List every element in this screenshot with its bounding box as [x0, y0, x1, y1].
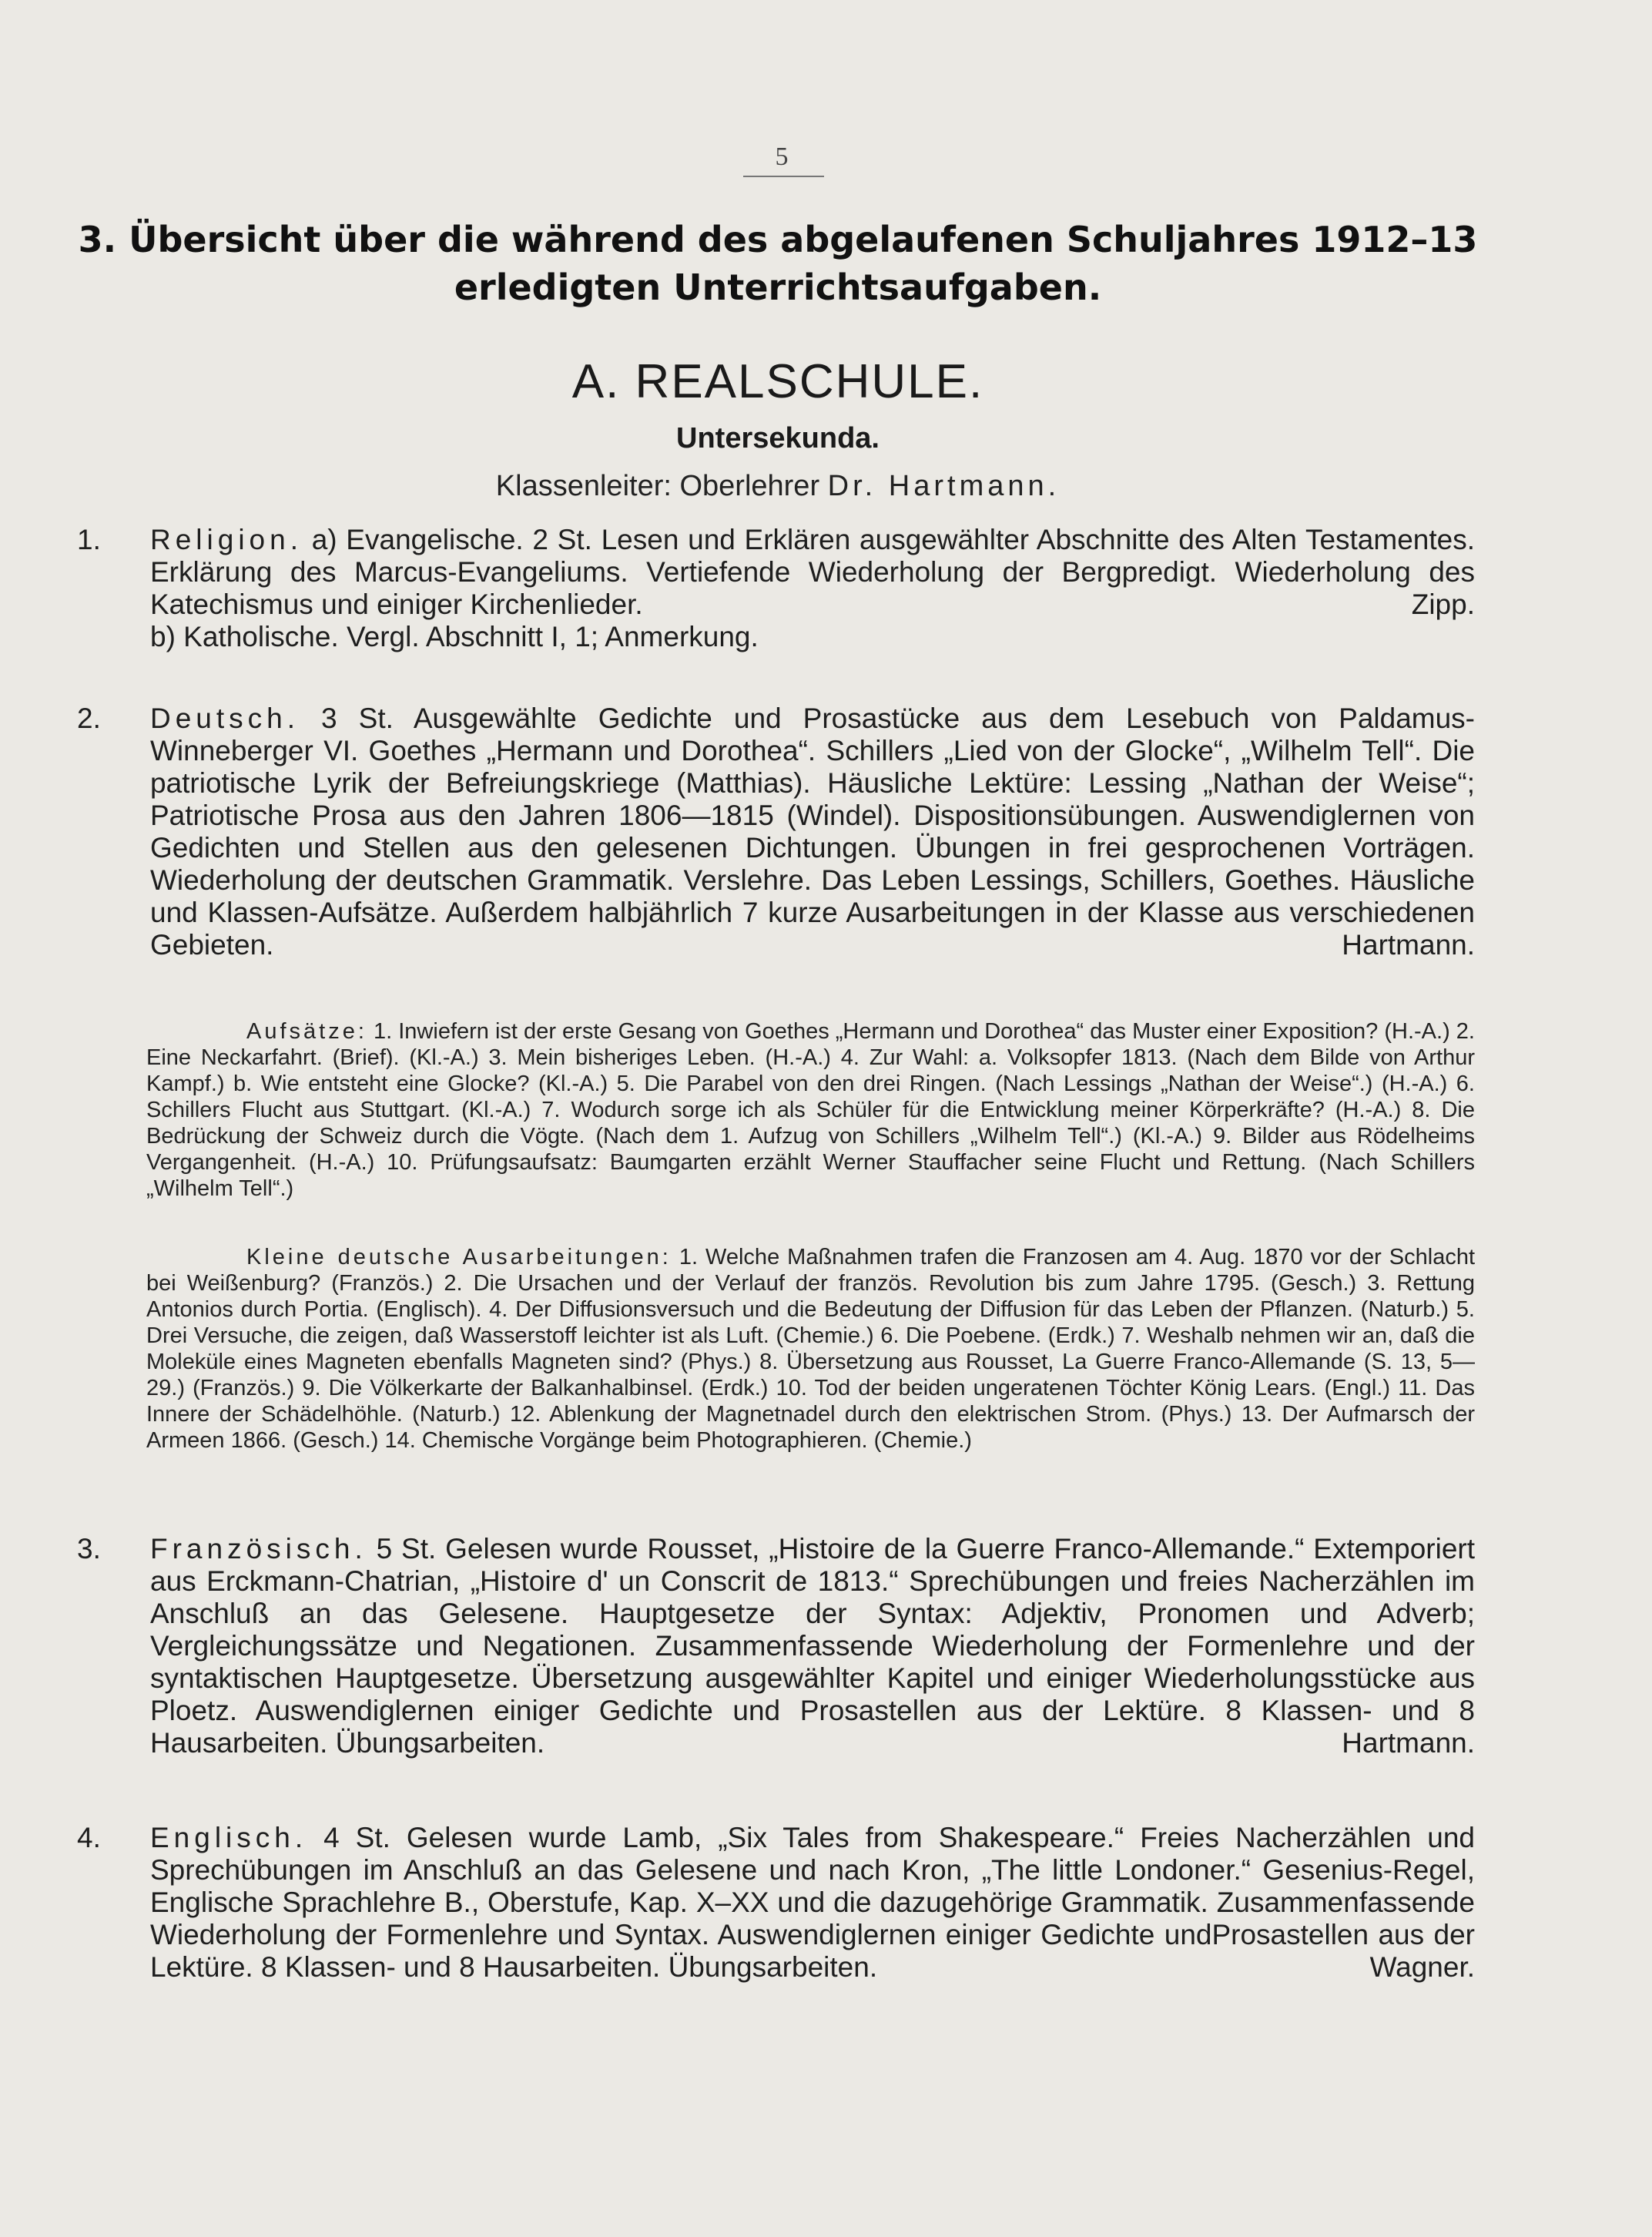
subject-body	[150, 703, 1475, 961]
subject-title: Französisch.	[150, 1533, 367, 1565]
subject-religion	[77, 524, 1475, 653]
page-number-rule	[743, 176, 824, 177]
subject-body	[150, 524, 1475, 653]
subject-teacher: Hartmann.	[1342, 1727, 1475, 1759]
subject-body	[150, 1533, 1475, 1759]
subject-number: 1.	[77, 524, 101, 555]
subject-body	[150, 1822, 1475, 1984]
subject-deutsch	[77, 703, 1475, 961]
subject-number: 4.	[77, 1822, 101, 1853]
class-name: Untersekunda.	[676, 422, 880, 454]
class-teacher-label: Klassenleiter: Oberlehrer	[495, 470, 820, 502]
subject-text-catholic: b) Katholische. Vergl. Abschnitt I, 1; Anmerkung.	[150, 621, 759, 652]
ausarbeitungen-text: 1. Welche Maßnahmen trafen die Franzosen am 4. Aug. 1870 vor der Schlacht bei Weißenburg? (Französ.) 2. Die Ursachen und der Verlauf der französ. Revolution bis zum Jahre 1795. (Gesch.) 3. Rettung Antonios durch Portia. (Englisch). 4. Der Diffusionsversuch und die Bedeutung der Diffusion für das Leben der Pflanzen. (Naturb.) 5. Drei Versuche, die zeigen, daß Wasserstoff leichter ist als Luft. (Chemie.) 6. Die Poebene. (Erdk.) 7. Weshalb nehmen wir an, daß die Moleküle eines Magneten ebenfalls Magneten sind? (Phys.) 8. Übersetzung aus Rousset, La Guerre Franco-Allemande (S. 13, 5—29.) (Französ.) 9. Die Völkerkarte der Balkanhalbinsel. (Erdk.) 10. Tod der beiden ungeratenen Töchter König Lears. (Engl.) 11. Das Innere der Schädelhöhle. (Naturb.) 12. Ablenkung der Magnetnadel durch den elektrischen Strom. (Phys.) 13. Der Aufmarsch der Armeen 1866. (Gesch.) 14. Chemische Vorgänge beim Photographieren. (Chemie.)	[146, 1245, 1476, 1453]
aufsaetze-paragraph	[146, 1018, 1475, 1202]
subject-englisch	[77, 1822, 1475, 1984]
main-title-line-2: erledigten Unterrichtsaufgaben.	[454, 267, 1102, 308]
aufsaetze-text: 1. Inwiefern ist der erste Gesang von Goethes „Hermann und Dorothea“ das Muster einer Exposition? (H.-A.) 2. Eine Neckarfahrt. (Brief). (Kl.-A.) 3. Mein bisheriges Leben. (H.-A.) 4. Zur Wahl: a. Volksopfer 1813. (Nach dem Bilde von Arthur Kampf.) b. Wie entsteht eine Glocke? (Kl.-A.) 5. Die Parabel von den drei Ringen. (Nach Lessings „Nathan der Weise“.) (H.-A.) 6. Schillers Flucht aus Stuttgart. (Kl.-A.) 7. Wodurch sorge ich als Schüler für die Entwicklung meiner Körperkräfte? (H.-A.) 8. Die Bedrückung der Schweiz durch die Vögte. (Nach dem 1. Aufzug von Schillers „Wilhelm Tell“.) (Kl.-A.) 9. Bilder aus Rödelheims Vergangenheit. (H.-A.) 10. Prüfungsaufsatz: Baumgarten erzählt Werner Stauffacher seine Flucht und Rettung. (Nach Schillers „Wilhelm Tell“.)	[146, 1019, 1475, 1201]
aufsaetze-label: Aufsätze:	[246, 1019, 367, 1044]
ausarbeitungen-paragraph	[146, 1244, 1475, 1454]
subject-title: Religion.	[150, 524, 303, 555]
main-title	[73, 216, 1483, 311]
class-teacher-name: Dr. Hartmann.	[827, 470, 1061, 502]
main-title-line-1: 3. Übersicht über die während des abgelaufenen Schuljahres 1912–13	[78, 219, 1478, 260]
subject-text: 3 St. Ausgewählte Gedichte und Prosastücke aus dem Lesebuch von Paldamus-Winneberger VI. Goethes „Hermann und Dorothea“. Schillers „Lied von der Glocke“, „Wilhelm Tell“. Die patriotische Lyrik der Befreiungskriege (Matthias). Häusliche Lektüre: Lessing „Nathan der Weise“; Patriotische Prosa aus den Jahren 1806—1815 (Windel). Dispositionsübungen. Auswendiglernen von Gedichten und Stellen aus den gelesenen Dichtungen. Übungen in frei gesprochenen Vorträgen. Wiederholung der deutschen Grammatik. Verslehre. Das Leben Lessings, Schillers, Goethes. Häusliche und Klassen-Aufsätze. Außerdem halbjährlich 7 kurze Ausarbeitungen in der Klasse aus verschiedenen Gebieten.	[150, 703, 1475, 961]
subject-number: 3.	[77, 1533, 101, 1565]
page-number: 5	[775, 143, 789, 171]
section-heading: A. REALSCHULE.	[571, 355, 984, 408]
subject-text: a) Evangelische. 2 St. Lesen und Erklären ausgewählter Abschnitte des Alten Testamentes. Erklärung des Marcus-Evangeliums. Vertiefende Wiederholung der Bergpredigt. Wiederholung des Katechismus und einiger Kirchenlieder.	[150, 524, 1476, 620]
subject-number: 2.	[77, 703, 101, 734]
ausarbeitungen-label: Kleine deutsche Ausarbeitungen:	[246, 1245, 672, 1269]
ausarbeitungen-notes	[146, 1244, 1475, 1454]
subject-teacher: Wagner.	[1369, 1951, 1475, 1983]
subject-title: Englisch.	[150, 1822, 308, 1853]
class-teacher	[73, 470, 1483, 503]
subject-franzoesisch	[77, 1533, 1475, 1759]
aufsaetze-notes	[146, 1018, 1475, 1202]
subject-teacher: Hartmann.	[1342, 929, 1475, 961]
subject-teacher: Zipp.	[1411, 589, 1475, 620]
subject-text: 4 St. Gelesen wurde Lamb, „Six Tales from Shakespeare.“ Freies Nacherzählen und Sprechübungen im Anschluß an das Gelesene und nach Kron, „The little Londoner.“ Gesenius-Regel, Englische Sprachlehre B., Oberstufe, Kap. X–XX und die dazugehörige Grammatik. Zusammenfassende Wiederholung der Formenlehre und Syntax. Auswendiglernen einiger Gedichte undProsastellen aus der Lektüre. 8 Klassen- und 8 Hausarbeiten. Übungsarbeiten.	[150, 1822, 1475, 1983]
subject-title: Deutsch.	[150, 703, 300, 734]
subject-text: 5 St. Gelesen wurde Rousset, „Histoire de la Guerre Franco-Allemande.“ Extemporiert aus Erckmann-Chatrian, „Histoire d' un Conscrit de 1813.“ Sprechübungen und freies Nacherzählen im Anschluß an das Gelesene. Hauptgesetze der Syntax: Adjektiv, Pronomen und Adverb; Vergleichungssätze und Negationen. Zusammenfassende Wiederholung der Formenlehre und der syntaktischen Hauptgesetze. Übersetzung ausgewählter Kapitel und einiger Wiederholungsstücke aus Ploetz. Auswendiglernen einiger Gedichte und Prosastellen aus der Lektüre. 8 Klassen- und 8 Hausarbeiten. Übungsarbeiten.	[150, 1533, 1476, 1759]
